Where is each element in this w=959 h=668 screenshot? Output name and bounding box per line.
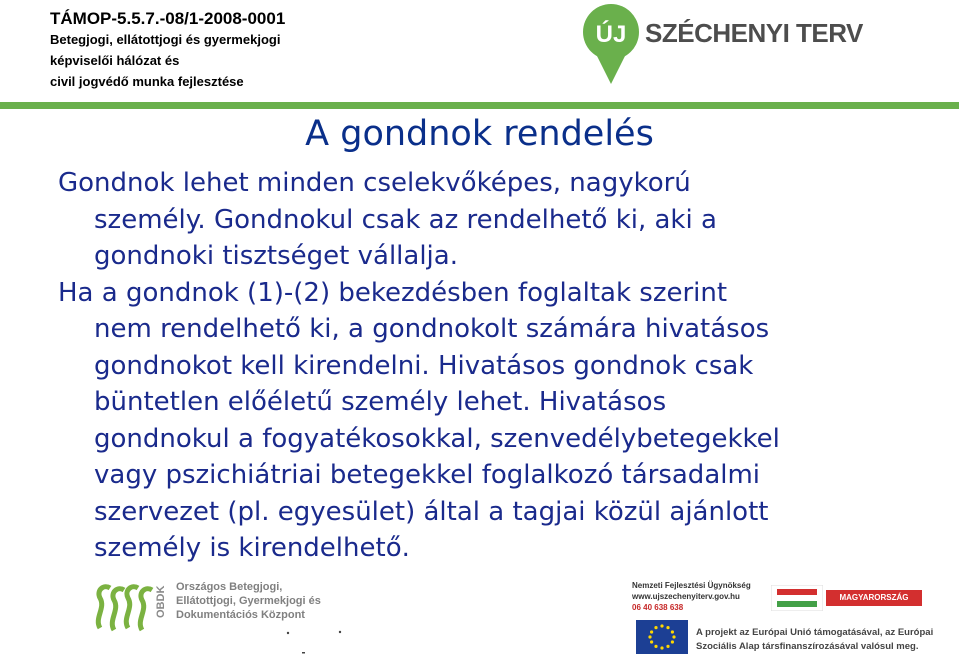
project-line-1: Betegjogi, ellátottjogi és gyermekjogi (50, 32, 281, 47)
paragraph-2-line-5: gondnokul a fogyatékosokkal, szenvedélybetegekkel (94, 423, 780, 454)
paragraph-2-line-3: gondnokot kell kirendelni. Hivatásos gondnok csak (94, 350, 754, 381)
eu-flag-icon (636, 620, 688, 654)
project-code: TÁMOP-5.5.7.-08/1-2008-0001 (50, 9, 286, 28)
project-line-2: képviselői hálózat és (50, 53, 180, 68)
mm-badge: MAGYARORSZÁG MEGÚJUL (826, 590, 922, 606)
slide-body (58, 165, 948, 567)
obdk-line-3: Dokumentációs Központ (176, 609, 305, 621)
eu-line-2: Szociális Alap társfinanszírozásával valósul meg. (696, 641, 919, 652)
paragraph-2-line-4: büntetlen előéletű személy lehet. Hivatásos (94, 387, 667, 417)
paragraph-2 (58, 275, 948, 567)
paragraph-2-line-1: Ha a gondnok (1)-(2) bekezdésben foglaltak szerint (58, 277, 728, 308)
paragraph-1 (58, 165, 948, 275)
szechenyi-terv-logo (580, 2, 642, 88)
obdk-name (176, 580, 321, 622)
obdk-line-2: Ellátottjogi, Gyermekjogi és (176, 595, 321, 607)
paragraph-1-line-3: gondnoki tisztséget vállalja. (94, 241, 458, 271)
nfu-line-3: 06 40 638 638 (632, 603, 684, 612)
obdk-logo (92, 578, 172, 640)
paragraph-2-line-6: vagy pszichiátriai betegekkel foglalkozó társadalmi (94, 460, 761, 490)
nfu-line-1: Nemzeti Fejlesztési Ügynökség (632, 581, 751, 590)
nfu-line-2: www.ujszechenyiterv.gov.hu (632, 592, 740, 601)
eu-line-1: A projekt az Európai Unió támogatásával, az Európai (696, 627, 934, 638)
header-divider (0, 102, 959, 109)
paragraph-2-line-2: nem rendelhető ki, a gondnokolt számára hivatásos (94, 314, 770, 344)
logo-badge-text: ÚJ (595, 21, 627, 48)
paragraph-1-line-1: Gondnok lehet minden cselekvőképes, nagykorú (58, 168, 691, 198)
decorative-dots (282, 628, 352, 658)
obdk-line-1: Országos Betegjogi, (176, 581, 283, 593)
project-line-3: civil jogvédő munka fejlesztése (50, 74, 244, 89)
hungarian-flag-icon (771, 585, 823, 611)
nfu-info (632, 580, 751, 613)
paragraph-2-line-8: személy is kirendelhető. (94, 533, 410, 563)
paragraph-2-line-7: szervezet (pl. egyesület) által a tagjai közül ajánlott (94, 496, 769, 527)
logo-name: SZÉCHENYI TERV (645, 18, 863, 48)
eu-support-text (696, 626, 946, 654)
obdk-abbr: OBDK (155, 585, 167, 618)
slide-title: A gondnok rendelés (305, 114, 654, 154)
header-project-info (50, 8, 350, 92)
paragraph-1-line-2: személy. Gondnokul csak az rendelhető ki, aki a (94, 204, 717, 235)
